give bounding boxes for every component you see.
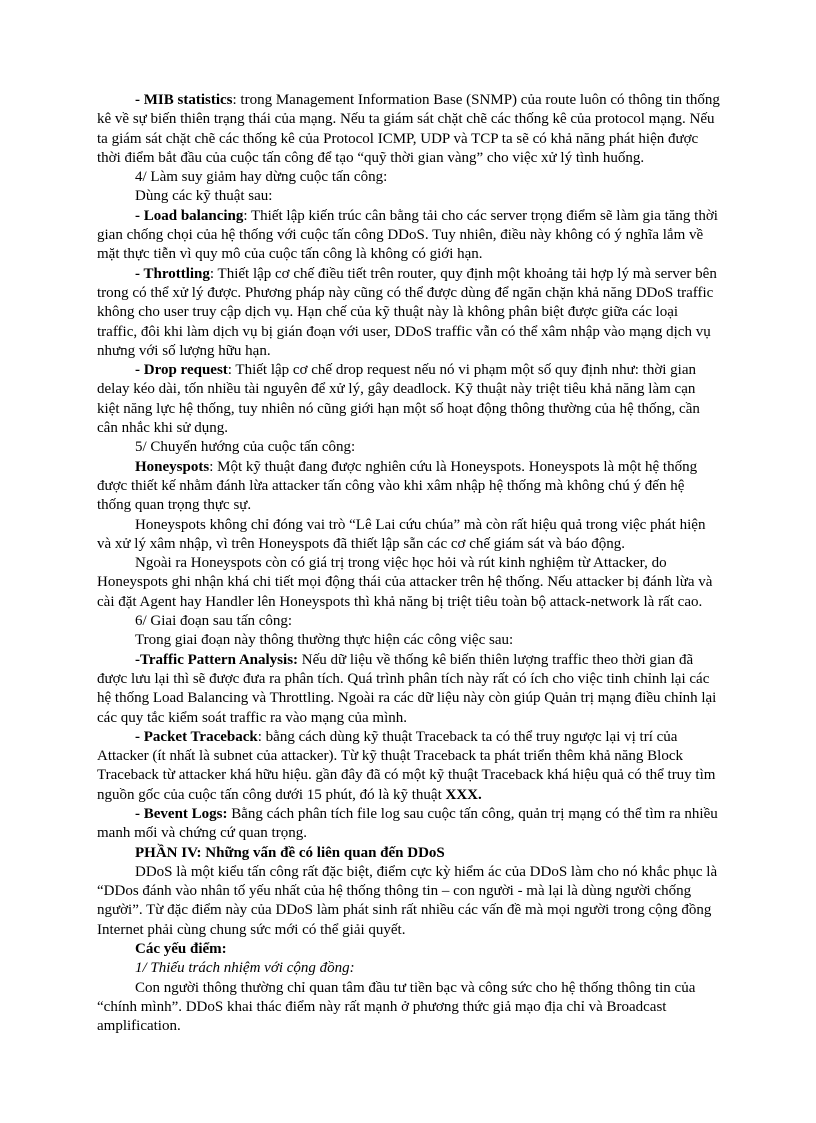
paragraph-honeyspots-value: Ngoài ra Honeyspots còn có giá trị trong việc học hỏi và rút kinh nghiệm từ Attacker, do Honeyspots ghi nhận khá chi tiết mọi động thái của attacker trên hệ thống. Nếu attacker bị đánh lừa và cài đặt Agent hay Handler lên Honeyspots thì khả năng bị triệt tiêu toàn bộ attack-network là rất cao. [97, 555, 713, 610]
paragraph-text: Nếu dữ liệu về thống kê biến thiên lượng traffic theo thời gian đã được lưu lại thì sẽ được đưa ra phân tích. Quá trình phân tích này rất có ích cho việc tinh chỉnh lại các hệ thống Load Balancing và Throttling. Ngoài ra các dữ liệu này còn giúp Quản trị mạng điều chỉnh lại các quy tắc kiểm soát traffic ra vào mạng của mình. [97, 651, 717, 726]
section-heading-5: 5/ Chuyển hướng của cuộc tấn công: [135, 439, 356, 456]
term-load-balancing: - Load balancing [135, 207, 244, 224]
term-honeyspots: Honeyspots [135, 458, 210, 475]
paragraph-honeyspots [97, 458, 721, 516]
paragraph-packet-traceback [97, 728, 721, 805]
part-iv-heading [97, 844, 721, 863]
paragraph-ddos-overview: DDoS là một kiểu tấn công rất đặc biệt, điểm cực kỳ hiểm ác của DDoS làm cho nó khắc phục là “DDos đánh vào nhân tố yếu nhất của hệ thống thông tin – con người - mà lại là dùng người chống người”. Từ đặc điểm này của DDoS làm phát sinh rất nhiều các vấn đề mà mọi người trong cộng đồng Internet phải cùng chung sức mới có thể giải quyết. [97, 863, 718, 938]
paragraph-text: : trong Management Information Base (SNMP) của route luôn có thông tin thống kê về sự biến thiên trạng thái của mạng. Nếu ta giám sát chặt chẽ các thống kê của protocol mạng. Nếu ta giám sát chặt chẽ các thống kê của Protocol ICMP, UDP và TCP ta sẽ có khả năng phát hiện được thời điểm bắt đầu của cuộc tấn công để tạo “quỹ thời gian vàng” cho việc xử lý tình huống. [97, 92, 720, 166]
part-iv-title: PHẦN IV: Những vấn đề có liên quan đến DDoS [135, 844, 445, 861]
paragraph-text: : bằng cách dùng kỹ thuật Traceback ta có thể truy ngược lại vị trí của Attacker (ít nhất là subnet của attacker). Từ kỹ thuật Traceback ta phát triển thêm khả năng Block Traceback từ attacker khá hữu hiệu. gần đây đã có một kỹ thuật Traceback khá hiệu quả có thể truy tìm nguồn gốc của cuộc tấn công dưới 15 phút, đó là kỹ thuật [97, 728, 716, 803]
section-heading-6: 6/ Giai đoạn sau tấn công: [135, 613, 293, 630]
paragraph-text: : Thiết lập kiến trúc cân bằng tải cho các server trọng điểm sẽ làm gia tăng thời gian chống chọi của hệ thống với cuộc tấn công DDoS. Tuy nhiên, điều này không có ý nghĩa lắm về mặt thực tiễn vì quy mô của cuộc tấn công là không có giới hạn. [97, 207, 718, 263]
paragraph-throttling [97, 265, 721, 361]
term-packet-traceback: - Packet Traceback [135, 728, 258, 745]
weaknesses-heading [97, 940, 721, 959]
paragraph-drop-request [97, 361, 721, 438]
term-throttling: - Throttling [135, 265, 210, 282]
paragraph-text: : Thiết lập cơ chế điều tiết trên router, quy định một khoảng tải hợp lý mà server bên trong có thể xử lý được. Phương pháp này cũng có thể được dùng để ngăn chặn khả năng DDoS traffic không cho user truy cập dịch vụ. Hạn chế của kỹ thuật này là không phân biệt được giữa các loại traffic, đôi khi làm dịch vụ bị gián đoạn với user, DDoS traffic vẫn có thể xâm nhập vào mạng dịch vụ nhưng với số lượng hữu hạn. [97, 265, 717, 359]
subheading-text: 1/ Thiếu trách nhiệm với cộng đồng: [135, 960, 355, 977]
paragraph-bevent-logs [97, 805, 721, 844]
term-bevent-logs: - Bevent Logs: [135, 805, 228, 822]
paragraph-post-attack-intro: Trong giai đoạn này thông thường thực hiện các công việc sau: [135, 632, 514, 649]
term-xxx: XXX. [445, 786, 482, 803]
paragraph-load-balancing [97, 207, 721, 265]
paragraph-text: : Thiết lập cơ chế drop request nếu nó vi phạm một số quy định như: thời gian delay kéo dài, tốn nhiều tài nguyên để xử lý, gây deadlock. Kỹ thuật này triệt tiêu khả năng làm cạn kiệt năng lực hệ thống, tuy nhiên nó cũng giới hạn một số hoạt động thông thường của hệ thống, cần cân nhắc khi sử dụng. [97, 362, 700, 437]
paragraph-honeyspots-role: Honeyspots không chỉ đóng vai trò “Lê Lai cứu chúa” mà còn rất hiệu quả trong việc phát hiện và xử lý xâm nhập, vì trên Honeyspots đã thiết lập sẵn các cơ chế giám sát và báo động. [97, 516, 706, 552]
term-drop-request: - Drop request [135, 362, 228, 379]
section-heading-4: 4/ Làm suy giảm hay dừng cuộc tấn công: [135, 169, 388, 186]
paragraph-mib-statistics [97, 91, 721, 168]
paragraph-traffic-pattern-analysis [97, 651, 721, 728]
term-traffic-pattern-analysis: -Traffic Pattern Analysis: [135, 651, 299, 668]
paragraph-intro-techniques: Dùng các kỹ thuật sau: [135, 188, 273, 205]
paragraph-text: Bằng cách phân tích file log sau cuộc tấn công, quản trị mạng có thể tìm ra nhiều manh mối và chứng cứ quan trọng. [97, 805, 718, 842]
paragraph-self-interest: Con người thông thường chỉ quan tâm đầu tư tiền bạc và công sức cho hệ thống thông tin của “chính mình”. DDoS khai thác điểm này rất mạnh ở phương thức giả mạo địa chỉ và Broadcast amplification. [97, 979, 696, 1035]
document-body [97, 91, 721, 1037]
subheading-lack-of-responsibility [97, 959, 721, 978]
paragraph-text: : Một kỹ thuật đang được nghiên cứu là Honeyspots. Honeyspots là một hệ thống được thiết kế nhằm đánh lừa attacker tấn công vào khi xâm nhập hệ thống mà không chú ý đến hệ thống quan trọng thực sự. [97, 458, 698, 514]
term-mib-statistics: - MIB statistics [135, 92, 233, 108]
weaknesses-title: Các yếu điểm: [135, 941, 227, 958]
